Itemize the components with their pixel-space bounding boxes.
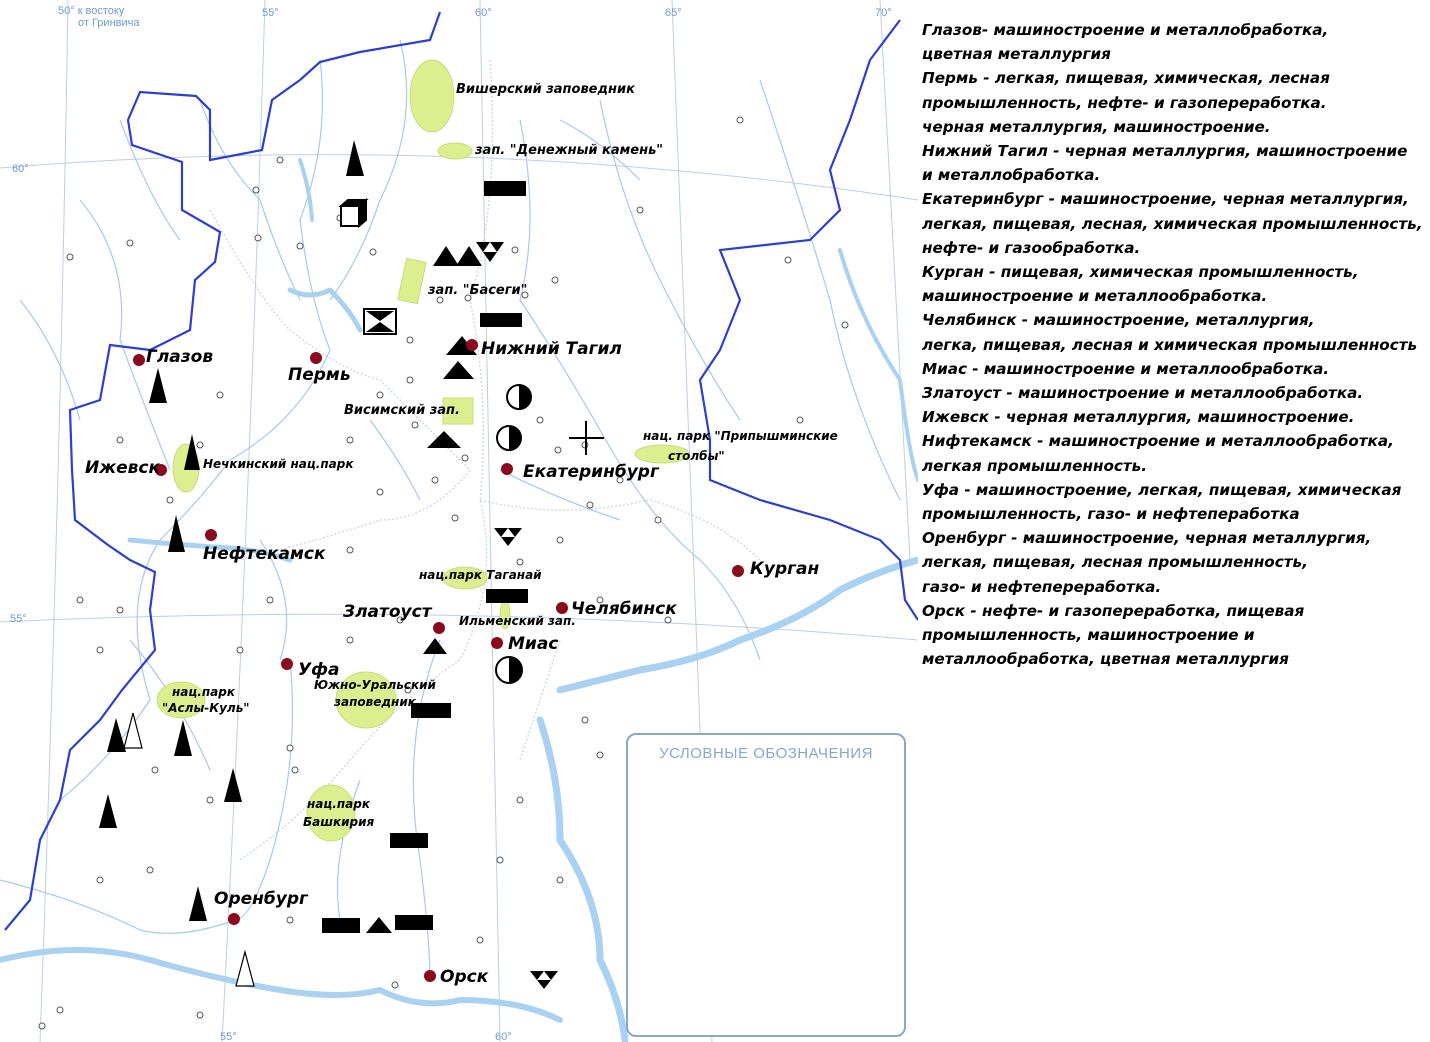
- city-orenburg-dot: [228, 913, 240, 925]
- city-label-perm: Пермь: [288, 365, 351, 385]
- oil-icon: [168, 515, 185, 552]
- note-line: легка, пищевая, лесная и химическая промышленность: [922, 335, 1418, 354]
- note-line: промышленность, газо- и нефтепеработка: [922, 505, 1300, 524]
- city-neftekamsk-dot: [205, 529, 217, 541]
- oil-icon: [189, 886, 207, 921]
- park-label-denezhny: зап. "Денежный камень": [475, 143, 664, 158]
- city-label-ekaterinburg: Екатеринбург: [523, 462, 659, 482]
- park-label-bashkiria-1: нац.парк: [307, 797, 370, 811]
- park-bashkiria-area: [307, 785, 355, 841]
- svg-text:60°: 60°: [475, 7, 492, 19]
- svg-text:от Гринвича: от Гринвича: [78, 17, 140, 29]
- city-label-orsk: Орск: [440, 967, 489, 987]
- ferrous-metallurgy-icon: [366, 246, 482, 933]
- svg-text:60°: 60°: [495, 1031, 512, 1042]
- oil-icon: [174, 720, 192, 756]
- city-zlatoust-dot: [433, 622, 445, 634]
- note-line: промышленность, нефте- и газопереработка.: [922, 93, 1327, 112]
- city-label-orenburg: Оренбург: [214, 889, 308, 909]
- park-label-nechkinsky: Нечкинский нац.парк: [203, 457, 354, 471]
- park-label-visimsky: Висимский зап.: [344, 403, 460, 418]
- note-line: Глазов- машиностроение и металлобработка,: [922, 21, 1329, 39]
- park-label-yuzhno-uralsky-2: заповедник: [334, 695, 416, 709]
- svg-text:70°: 70°: [875, 7, 892, 19]
- city-label-zlatoust: Златоуст: [343, 602, 432, 622]
- city-nizhny-tagil-dot: [466, 339, 478, 351]
- park-label-asly-kul-1: нац.парк: [172, 685, 235, 699]
- note-line: Златоуст - машиностроение и металлообработка.: [922, 384, 1364, 403]
- park-label-yuzhno-uralsky-1: Южно-Уральский: [314, 678, 436, 692]
- city-label-kurgan: Курган: [750, 559, 820, 579]
- svg-text:60°: 60°: [12, 163, 29, 175]
- note-line: нефте- и газообработка.: [922, 238, 1141, 257]
- city-miass-dot: [491, 637, 503, 649]
- svg-text:65°: 65°: [665, 7, 682, 19]
- note-line: Пермь - легкая, пищевая, химическая, лесная: [922, 69, 1330, 88]
- oil-icon: [224, 768, 242, 802]
- note-line: Нижний Тагил - черная металлургия, машиностроение: [922, 142, 1408, 161]
- note-line: Екатеринбург - машиностроение, черная металлургия,: [922, 190, 1409, 209]
- note-line: Челябинск - машиностроение, металлургия,: [922, 311, 1315, 330]
- bowtie-icon: [364, 309, 396, 334]
- city-label-chelyabinsk: Челябинск: [571, 599, 677, 619]
- map-legend-box: [626, 733, 906, 1037]
- city-ufa-dot: [281, 658, 293, 670]
- oil-icon: [99, 794, 117, 828]
- park-label-asly-kul-2: "Аслы-Куль": [162, 701, 250, 715]
- note-line: Миас - машиностроение и металлообработка.: [922, 359, 1330, 378]
- gas-icon: [236, 952, 254, 986]
- note-line: металлообработка, цветная металлургия: [922, 650, 1289, 669]
- note-line: черная металлургия, машиностроение.: [922, 117, 1271, 136]
- note-line: газо- и нефтепереработка.: [922, 577, 1162, 596]
- park-basegi-area: [398, 258, 426, 303]
- park-denezhny-area: [438, 143, 472, 159]
- park-label-basegi: зап. "Басеги": [428, 283, 528, 298]
- park-label-vishersky: Вишерский заповедник: [456, 82, 635, 97]
- city-kurgan-dot: [732, 565, 744, 577]
- oil-icon: [346, 140, 364, 176]
- city-label-miass: Миас: [508, 634, 559, 654]
- city-perm-dot: [310, 352, 322, 364]
- legend-title: УСЛОВНЫЕ ОБОЗНАЧЕНИЯ: [659, 745, 873, 762]
- note-line: легкая, пищевая, лесная промышленность,: [922, 553, 1308, 572]
- city-label-neftekamsk: Нефтекамск: [203, 544, 326, 564]
- gas-icon: [124, 713, 142, 748]
- city-label-nizhny-tagil: Нижний Тагил: [481, 339, 622, 359]
- park-areas: [157, 60, 689, 841]
- note-line: промышленность, машиностроение и: [922, 626, 1255, 645]
- svg-text:55°: 55°: [220, 1031, 237, 1042]
- note-line: Нифтекамск - машиностроение и металлообработка,: [922, 432, 1394, 451]
- city-label-izhevsk: Ижевск: [85, 458, 161, 478]
- park-label-bashkiria-2: Башкирия: [303, 815, 375, 829]
- svg-text:55°: 55°: [10, 613, 27, 625]
- note-line: легкая промышленность.: [922, 456, 1148, 475]
- note-line: цветная металлургия: [922, 45, 1111, 64]
- note-line: Ижевск - черная металлургия, машиностроение.: [922, 408, 1355, 427]
- industry-notes: [922, 18, 1430, 671]
- city-chelyabinsk-dot: [556, 602, 568, 614]
- city-label-glazov: Глазов: [146, 347, 214, 367]
- oil-icon: [107, 718, 126, 752]
- park-label-pripyshminskie-2: столбы": [668, 449, 725, 463]
- park-vishersky-area: [410, 60, 454, 132]
- city-label-ufa: Уфа: [298, 660, 340, 680]
- oil-icon: [149, 368, 167, 403]
- park-label-pripyshminskie-1: нац. парк "Припышминские: [643, 429, 838, 443]
- cube-icon: [341, 200, 366, 226]
- svg-text:55°: 55°: [262, 7, 279, 19]
- park-label-ilmensky: Ильменский зап.: [459, 614, 576, 628]
- note-line: Орск - нефте- и газопереработка, пищевая: [922, 601, 1305, 620]
- city-orsk-dot: [424, 970, 436, 982]
- note-line: и металлобработка.: [922, 166, 1101, 185]
- note-line: Оренбург - машиностроение, черная металлургия,: [922, 529, 1372, 548]
- note-line: легкая, пищевая, лесная, химическая промышленность,: [922, 214, 1423, 233]
- note-line: Уфа - машиностроение, легкая, пищевая, химическая: [922, 480, 1402, 499]
- note-line: машиностроение и металлообработка.: [922, 287, 1268, 306]
- park-label-taganay: нац.парк Таганай: [419, 568, 542, 582]
- note-line: Курган - пищевая, химическая промышленность,: [922, 263, 1359, 282]
- city-ekaterinburg-dot: [501, 463, 513, 475]
- svg-text:50° к востоку: 50° к востоку: [58, 5, 125, 17]
- city-glazov-dot: [133, 354, 145, 366]
- cross-icon: [569, 421, 604, 455]
